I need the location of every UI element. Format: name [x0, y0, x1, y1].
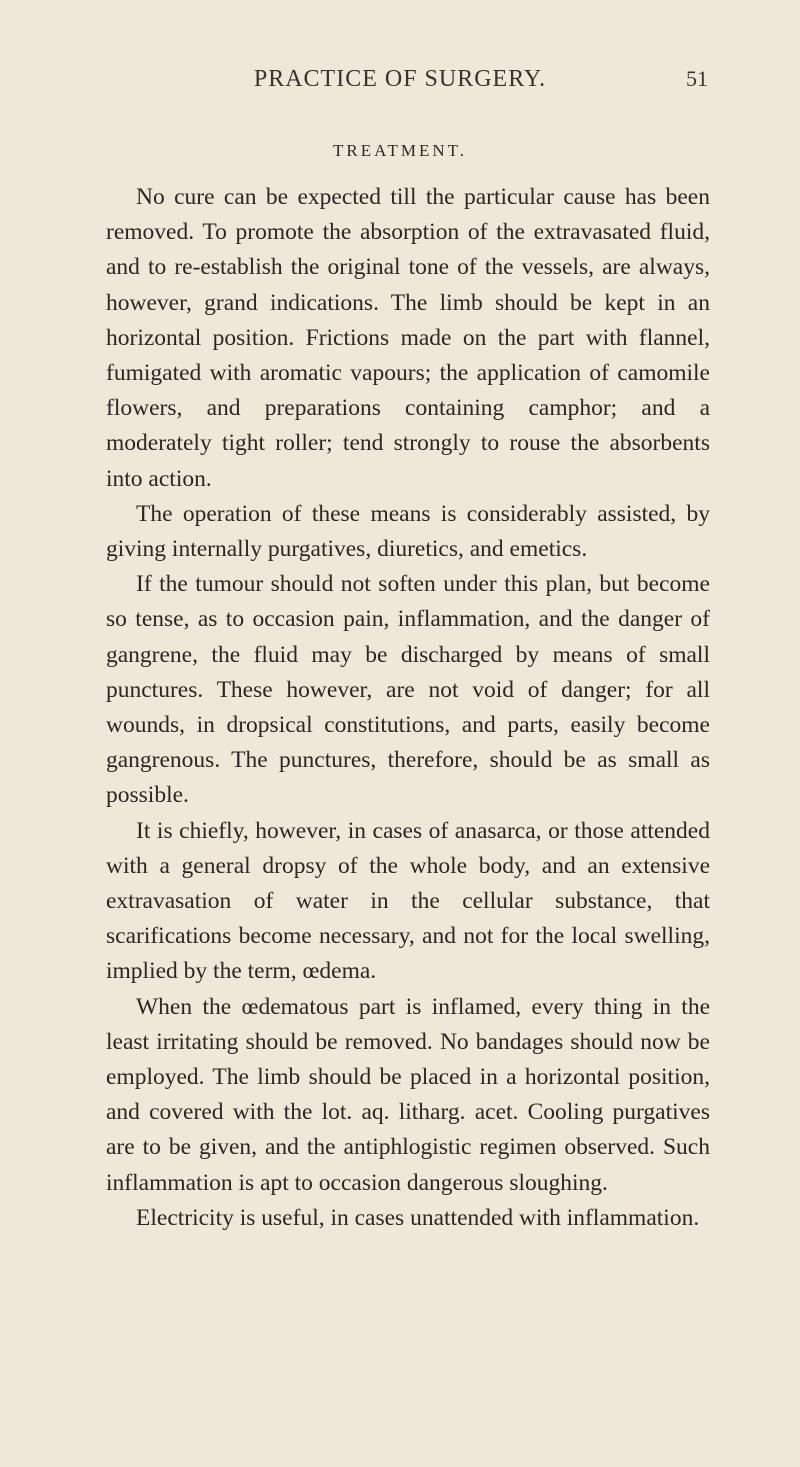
paragraph: It is chiefly, however, in cases of anasarca, or those attended with a general dropsy of the whole body, and an extensive extravasation of water in the cellular substance, that scarifications become necessary, and not for the local swelling, implied by the term, œdema.	[106, 817, 710, 985]
paragraph: Electricity is useful, in cases unattended with inflammation.	[136, 1204, 700, 1231]
body-text	[106, 180, 710, 1236]
paragraph: When the œdematous part is inflamed, every thing in the least irritating should be removed. No bandages should now be employed. The limb should be placed in a horizontal position, and covered with the lot. aq. litharg. acet. Cooling purgatives are to be given, and the antiphlogistic regimen observed. Such inflammation is apt to occasion dangerous sloughing.	[106, 993, 710, 1196]
running-title: PRACTICE OF SURGERY.	[253, 66, 547, 92]
running-head	[0, 66, 800, 98]
paragraph: No cure can be expected till the particular cause has been removed. To promote the absorption of the extravasated fluid, and to re-establish the original tone of the vessels, are always, however, grand indications. The limb should be kept in an horizontal position. Frictions made on the part with flannel, fumigated with aromatic vapours; the application of camomile flowers, and preparations containing camphor; and a moderately tight roller; tend strongly to rouse the absorbents into action.	[106, 184, 710, 492]
paragraph: The operation of these means is considerably assisted, by giving internally purgatives, diuretics, and emetics.	[106, 500, 710, 563]
section-heading: TREATMENT.	[332, 141, 468, 160]
page-number: 51	[686, 66, 708, 91]
paragraph: If the tumour should not soften under this plan, but become so tense, as to occasion pain, inflammation, and the danger of gangrene, the fluid may be discharged by means of small punctures. These however, are not void of danger; for all wounds, in dropsical constitutions, and parts, easily become gangrenous. The punctures, therefore, should be as small as possible.	[106, 571, 710, 809]
